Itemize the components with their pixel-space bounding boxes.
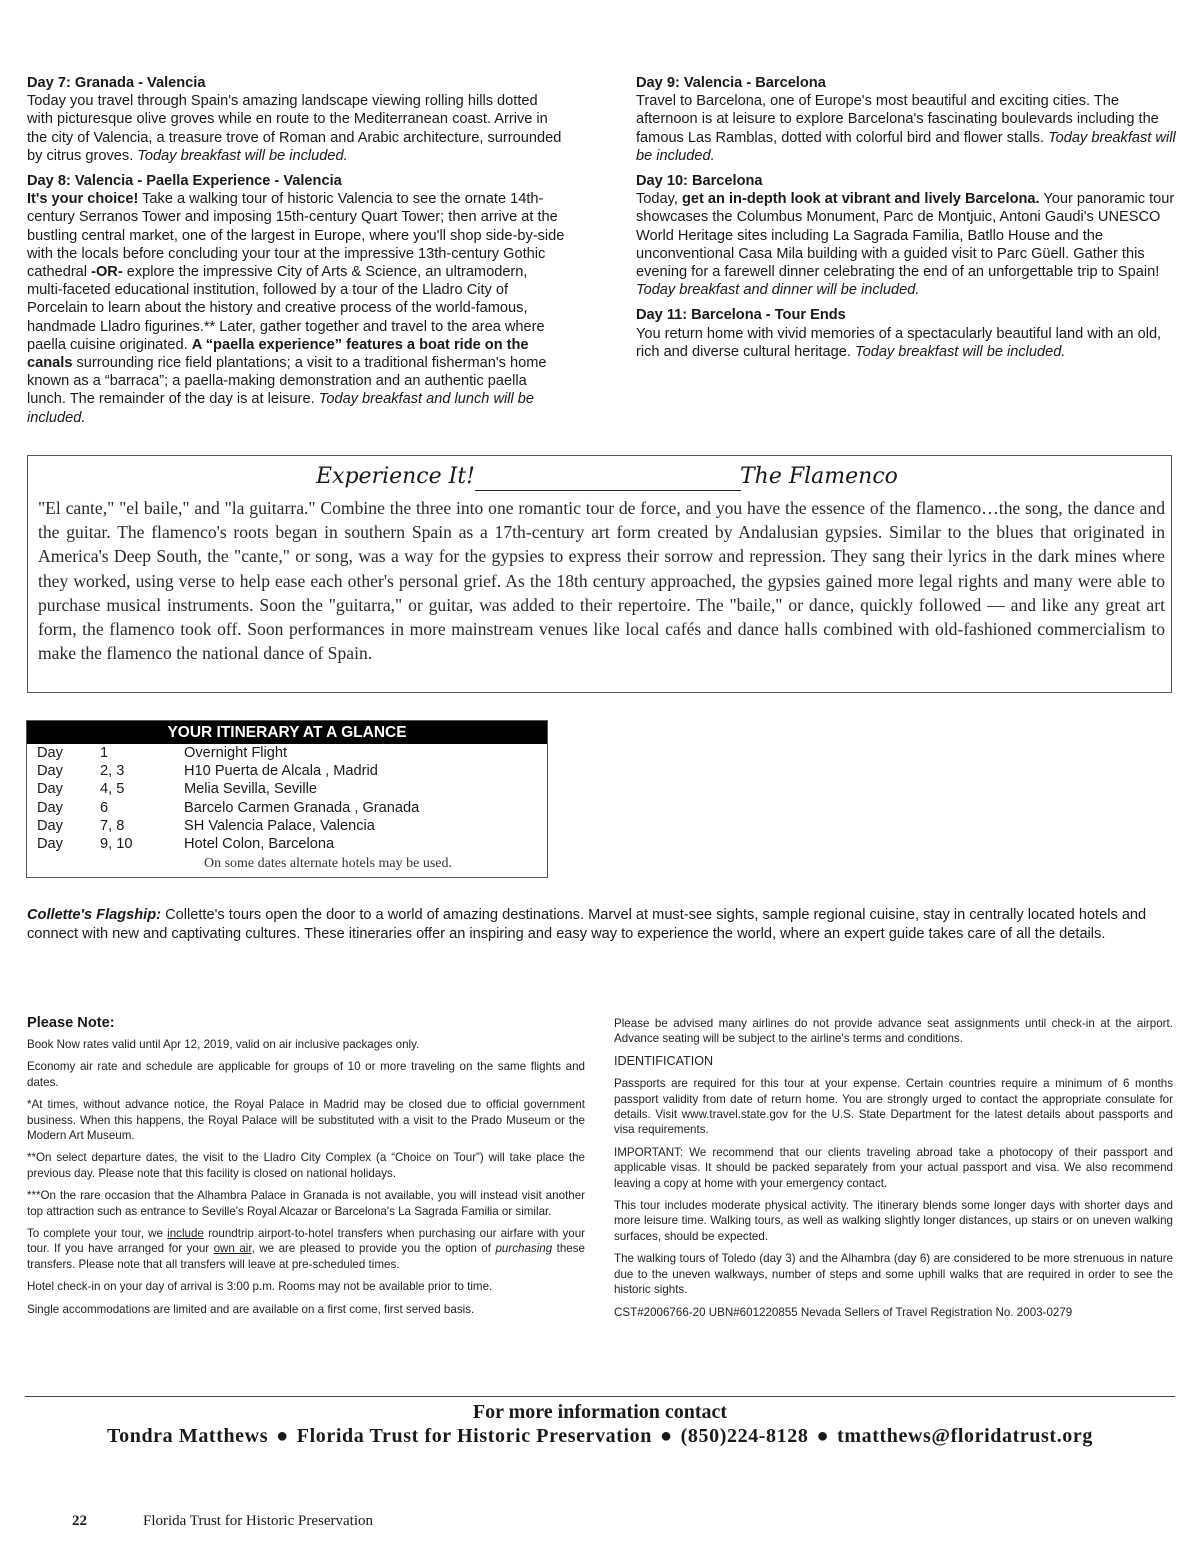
itinerary-heading: YOUR ITINERARY AT A GLANCE	[27, 721, 547, 744]
day-8-text: It's your choice! Take a walking tour of historic Valencia to see the ornate 14th-century Serranos Tower and imposing 15th-century Quart Tower; then arrive at the bustling central market, one of the largest in Europe, where you'll shop side-by-side with the locals before concluding your tour at the impressive 13th-century Gothic cathedral -OR- explore the impressive City of Arts & Science, an ultramodern, multi-faceted educational institution, followed by a tour of the Lladro City of Porcelain to learn about the history and creative process of the world-famous, handmade Lladro figurines.** Later, gather together and travel to the area where paella cuisine originated. A “paella experience” features a boat ride on the canals surrounding rice field plantations; a visit to a traditional fisherman's home known as a “barraca”; a paella-making demonstration and an authentic paella lunch. The remainder of the day is at leisure. Today breakfast and lunch will be included.	[27, 191, 565, 426]
itinerary-row: Day 9, 10 Hotel Colon, Barcelona	[37, 835, 335, 852]
itinerary-footnote: On some dates alternate hotels may be used.	[203, 856, 453, 872]
day-10-section	[636, 172, 1176, 299]
day-9-section	[636, 74, 1176, 165]
day-7-text: Today you travel through Spain's amazing landscape viewing rolling hills dotted with picturesque olive groves while en route to the Mediterranean coast. Arrive in the city of Valencia, a treasure trove of Roman and Arabic architecture, surrounded by citrus groves. Today breakfast will be included.	[27, 93, 562, 164]
footer-org: Florida Trust for Historic Preservation	[143, 1513, 373, 1529]
please-note-left	[27, 1014, 585, 1324]
bullet-icon: ●	[276, 1425, 289, 1447]
day-7-section	[27, 74, 567, 165]
itinerary-left-column	[27, 74, 567, 434]
note-paragraph: Hotel check-in on your day of arrival is 3:00 p.m. Rooms may not be available prior to time.	[27, 1280, 493, 1294]
itinerary-row: Day 1 Overnight Flight	[37, 745, 288, 761]
day-11-text: You return home with vivid memories of a spectacularly beautiful land with an old, rich and diverse cultural heritage. Today breakfast will be included.	[636, 325, 1162, 360]
note-paragraph: This tour includes moderate physical activity. The itinerary blends some longer days with shorter days and more leisure time. Walking tours, as well as walking slightly longer distances, up stairs or on uneven walking surfaces, should be expected.	[614, 1199, 1173, 1243]
day-9-title: Day 9: Valencia - Barcelona	[636, 75, 826, 91]
contact-name: Tondra Matthews	[107, 1425, 269, 1447]
note-paragraph: *At times, without advance notice, the Royal Palace in Madrid may be closed due to official government business. When this happens, the Royal Palace will be substituted with a visit to the Prado Museum or the Modern Art Museum.	[27, 1098, 585, 1143]
contact-details	[0, 1424, 1200, 1448]
day-10-title: Day 10: Barcelona	[636, 173, 763, 190]
note-paragraph: Please be advised many airlines do not provide advance seat assignments until check-in at the airport. Advance seating will be subject to the airline's terms and conditions.	[614, 1017, 1173, 1046]
note-paragraph: The walking tours of Toledo (day 3) and the Alhambra (day 6) are considered to be more strenuous in nature due to the uneven walkways, number of steps and some uphill walks that are required in order to see the historic sights.	[614, 1252, 1173, 1297]
note-paragraph: IMPORTANT: We recommend that our clients traveling abroad take a photocopy of their passport and applicable visas. It should be packed separately from your actual passport and visa. We also recommend leaving a copy at home with your emergency contact.	[614, 1145, 1173, 1190]
contact-phone: (850)224-8128	[680, 1425, 809, 1447]
transfers-note: To complete your tour, we include roundtrip airport-to-hotel transfers when purchasing our airfare with your tour. If you have arranged for your own air, we are pleased to provide you the option of purchasing these transfers. Please note that all transfers will leave at pre-scheduled times.	[27, 1227, 586, 1271]
contact-divider	[25, 1396, 1175, 1397]
itinerary-at-a-glance	[26, 720, 548, 878]
note-paragraph: ***On the rare occasion that the Alhambra Palace in Granada is not available, you will instead visit another top attraction such as entrance to Seville's Royal Alcazar or Barcelona's La Sagrada Familia or similar.	[27, 1189, 585, 1218]
day-9-text: Travel to Barcelona, one of Europe's most beautiful and exciting cities. The afternoon is at leisure to explore Barcelona's fascinating boulevards including the famous Las Ramblas, dotted with colorful bird and flower stalls. Today breakfast will be included.	[636, 93, 1176, 164]
day-8-section	[27, 172, 567, 427]
note-paragraph: **On select departure dates, the visit to the Lladro City Complex (a “Choice on Tour”) will take place the previous day. Please note that this facility is closed on national holidays.	[27, 1151, 585, 1180]
contact-heading: For more information contact	[472, 1401, 728, 1423]
identification-heading: IDENTIFICATION	[614, 1053, 714, 1068]
experience-it-heading: Experience It!	[316, 464, 476, 489]
registration-line: CST#2006766-20 UBN#601220855 Nevada Sellers of Travel Registration No. 2003-0279	[614, 1305, 1073, 1319]
day-11-title: Day 11: Barcelona - Tour Ends	[636, 307, 846, 324]
day-8-title: Day 8: Valencia - Paella Experience - Valencia	[27, 173, 342, 190]
note-paragraph: Economy air rate and schedule are applicable for groups of 10 or more traveling on the same flights and dates.	[27, 1060, 585, 1089]
title-divider-line	[475, 490, 741, 491]
contact-org: Florida Trust for Historic Preservation	[296, 1425, 652, 1447]
note-paragraph: Book Now rates valid until Apr 12, 2019, valid on air inclusive packages only.	[27, 1038, 420, 1051]
day-11-section	[636, 306, 1176, 361]
itinerary-right-column	[636, 74, 1176, 368]
please-note-heading: Please Note:	[27, 1015, 115, 1031]
flagship-label: Collette's Flagship:	[27, 907, 162, 923]
bullet-icon: ●	[659, 1425, 673, 1447]
please-note-right	[614, 1016, 1173, 1327]
flamenco-body: "El cante," "el baile," and "la guitarra." Combine the three into one romantic tour de force, and you have the essence of the flamenco…the song, the dance and the guitar. The flamenco's roots began in southern Spain as a 17th-century art form created by Andalusian gypsies. Similar to the blues that originated in America's Deep South, the "cante," or song, was a way for the gypsies to express their sorrow and repression. They sang their lyrics in the dark mines where they worked, using verse to help ease each other's personal grief. As the 18th century approached, the gypsies gained more legal rights and many were able to purchase musical instruments. Soon the "guitarra," or guitar, was added to their repertoire. The "baile," or dance, quickly followed — and like any great art form, the flamenco took off. Soon performances in more mainstream venues like local cafés and dance halls combined with old-fashioned commercialism to make the flamenco the national dance of Spain.	[38, 498, 1165, 664]
itinerary-row: Day 6 Barcelo Carmen Granada , Granada	[37, 799, 420, 816]
flamenco-title	[28, 462, 1171, 496]
itinerary-row: Day 2, 3 H10 Puerta de Alcala , Madrid	[37, 763, 378, 780]
day-10-text: Today, get an in-depth look at vibrant and lively Barcelona. Your panoramic tour showcases the Columbus Monument, Parc de Montjuic, Antoni Gaudi's UNESCO World Heritage sites including La Sagrada Familia, Batllo House and the unconventional Casa Mila building with a guided visit to Parc Güell. Gather this evening for a farewell dinner celebrating the end of an unforgettable trip to Spain! Today breakfast and dinner will be included.	[636, 191, 1175, 299]
itinerary-row: Day 4, 5 Melia Sevilla, Seville	[37, 781, 318, 798]
note-paragraph: Single accommodations are limited and are available on a first come, first served basis.	[27, 1302, 475, 1316]
page-number: 22	[72, 1513, 87, 1529]
itinerary-row: Day 7, 8 SH Valencia Palace, Valencia	[37, 817, 375, 834]
bullet-icon: ●	[816, 1425, 830, 1447]
flamenco-box	[27, 455, 1172, 693]
day-7-title: Day 7: Granada - Valencia	[27, 75, 206, 91]
note-paragraph: Passports are required for this tour at your expense. Certain countries require a minimum of 6 months passport validity from date of return home. You are strongly urged to contact the appropriate consulate for details. Visit www.travel.state.gov for the U.S. State Department for the latest details about passports and visa requirements.	[614, 1077, 1173, 1137]
the-flamenco-heading: The Flamenco	[740, 464, 898, 489]
flagship-paragraph: Collette's Flagship: Collette's tours open the door to a world of amazing destinations. Marvel at must-see sights, sample regional cuisine, stay in centrally located hotels and connect with new and captivating cultures. These itineraries offer an inspiring and easy way to experience the world, where an expert guide takes care of all the details.	[27, 907, 1147, 942]
contact-email: tmatthews@floridatrust.org	[837, 1425, 1093, 1447]
